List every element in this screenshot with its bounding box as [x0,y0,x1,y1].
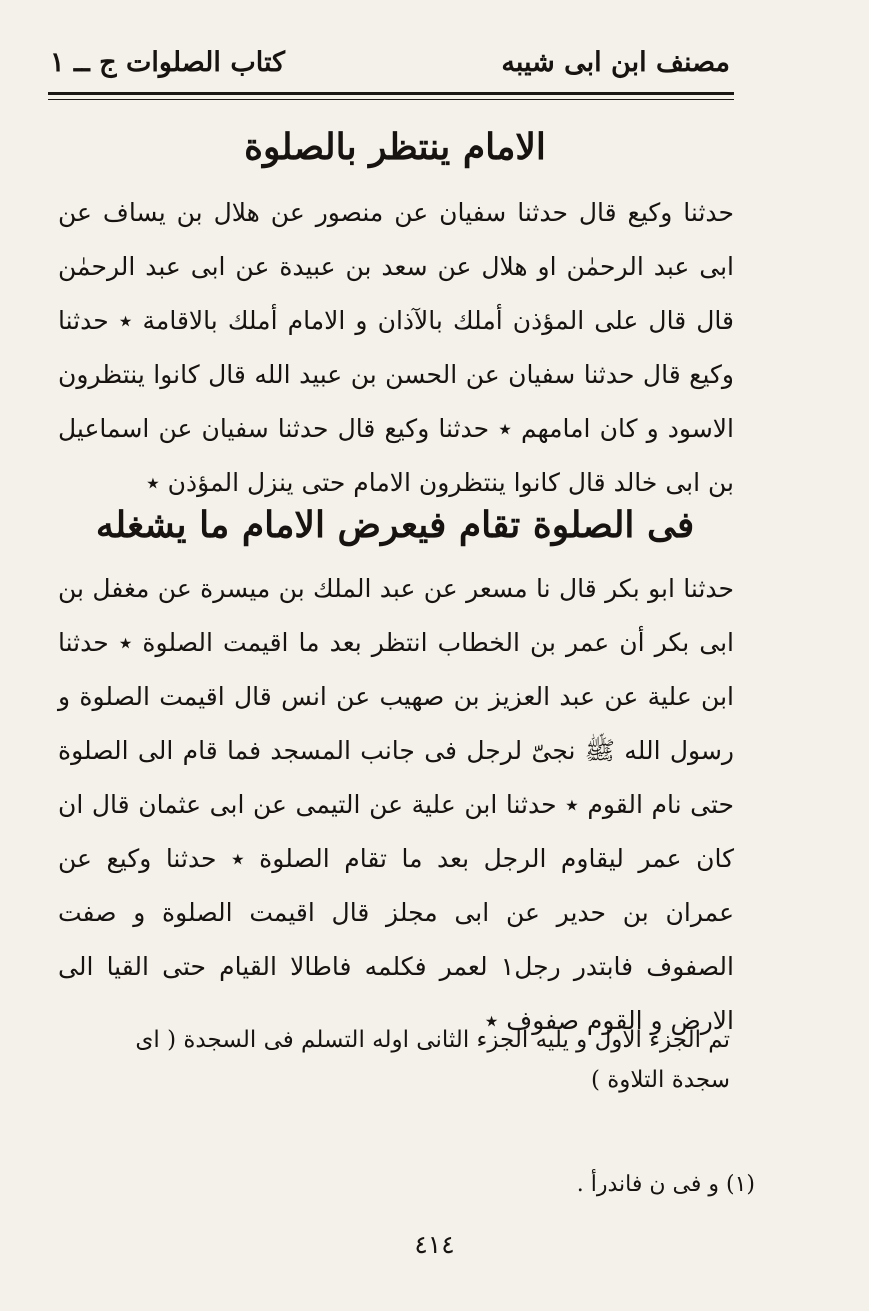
colophon: تم الجزء الاول و يليه الجزء الثانى اوله التسلم فى السجدة ( اى سجدة التلاوة ) [135,1027,730,1093]
section-heading-1: الامام ينتظر بالصلوة [244,126,546,168]
header-rule [48,92,734,95]
header-rule-thin [48,99,734,100]
header-book-title: مصنف ابن ابى شيبه [501,46,730,78]
header-chapter-title: كتاب الصلوات ج ــ ١ [50,46,285,78]
section-body-2: حدثنا ابو بكر قال نا مسعر عن عبد الملك بن ميسرة عن مغفل بن ابى بكر أن عمر بن الخطاب انتظر بعد ما اقيمت الصلوة ٭ حدثنا ابن علية عن عبد العزيز بن صهيب عن انس قال اقيمت الصلوة و رسول الله ﷺ نجىّ لرجل فى جانب المسجد فما قام الى الصلوة حتى نام القوم ٭ حدثنا ابن علية عن التيمى عن ابى عثمان قال ان كان عمر ليقاوم الرجل بعد ما تقام الصلوة ٭ حدثنا وكيع عن عمران بن حدير عن ابى مجلز قال اقيمت الصلوة و صفت الصفوف فابتدر رجل١ لعمر فكلمه فاطالا القيام حتى القيا الى الارض و القوم صفوف ٭ [58,574,734,1035]
footnote: (١) و فى ن فاندرأ . [576,1172,755,1197]
section-body-1: حدثنا وكيع قال حدثنا سفيان عن منصور عن هلال بن يساف عن ابى عبد الرحمٰن او هلال عن سعد بن عبيدة عن ابى عبد الرحمٰن قال قال على المؤذن أملك بالآذان و الامام أملك بالاقامة ٭ حدثنا وكيع قال حدثنا سفيان عن الحسن بن عبيد الله قال كانوا ينتظرون الاسود و كان امامهم ٭ حدثنا وكيع قال حدثنا سفيان عن اسماعيل بن ابى خالد قال كانوا ينتظرون الامام حتى ينزل المؤذن ٭ [58,198,734,497]
page-number: ٤١٤ [414,1230,455,1259]
section-heading-2: فى الصلوة تقام فيعرض الامام ما يشغله [95,504,695,546]
running-header [50,40,730,84]
